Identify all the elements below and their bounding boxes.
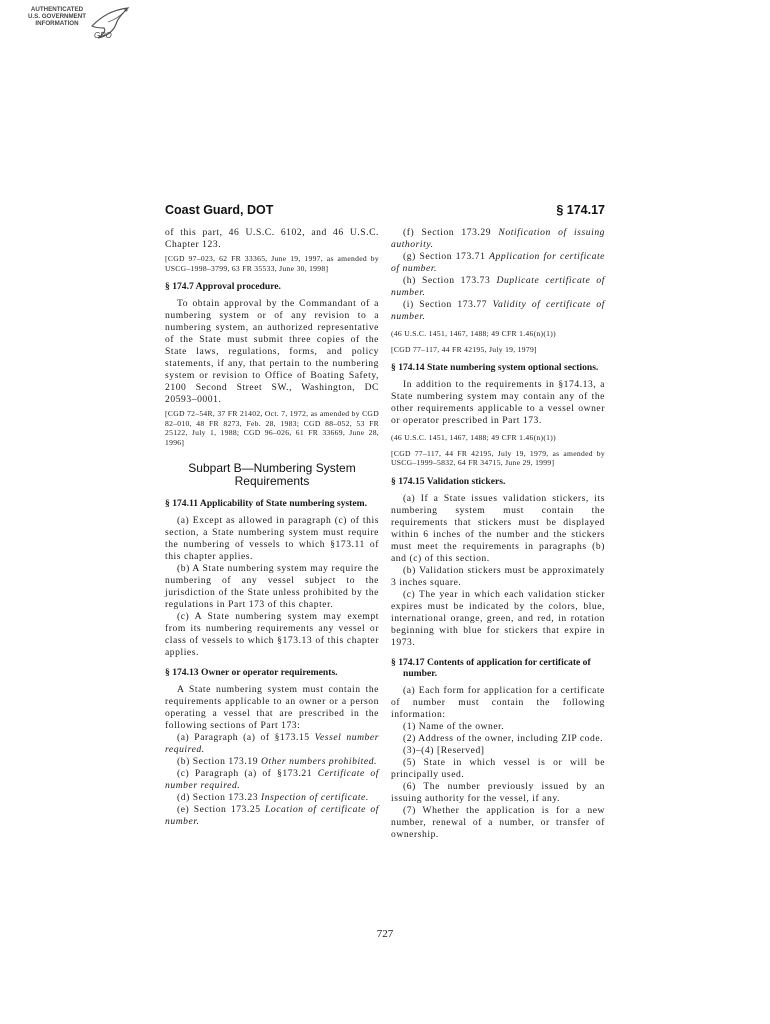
paragraph-title: Certificate of number required. bbox=[165, 767, 379, 791]
citation: [CGD 77–117, 44 FR 42195, July 19, 1979, as amended by USCG–1999–5832, 64 FR 34715, June 29, 1999] bbox=[391, 448, 605, 468]
logo-line-1: AUTHENTICATED bbox=[30, 6, 84, 13]
section-heading: § 174.13 Owner or operator requirements. bbox=[165, 666, 338, 678]
paragraph bbox=[165, 792, 379, 804]
logo-gpo: GPO bbox=[94, 31, 112, 40]
paragraph bbox=[391, 299, 605, 323]
paragraph: (7) Whether the application is for a new number, renewal of a number, or transfer of ownership. bbox=[391, 804, 605, 840]
paragraph-title: Notification of issuing authority. bbox=[391, 227, 606, 250]
paragraph: In addition to the requirements in §174.13, a State numbering system may contain any of the other requirements applicable to a vessel owner or operator prescribed in Part 173. bbox=[391, 379, 605, 427]
logo-text bbox=[26, 6, 88, 27]
logo-line-3: INFORMATION bbox=[35, 20, 79, 27]
paragraph-title: Other numbers prohibited. bbox=[261, 755, 377, 767]
paragraph: (b) Validation stickers must be approximately 3 inches square. bbox=[391, 564, 605, 588]
paragraph bbox=[165, 768, 379, 792]
section-heading: § 174.14 State numbering system optional sections. bbox=[391, 362, 599, 374]
section-heading: § 174.7 Approval procedure. bbox=[165, 281, 281, 293]
paragraph: (c) The year in which each validation sticker expires must be indicated by the colors, blue, international orange, green, and red, in rotation beginning with blue for stickers that expire in 1973. bbox=[391, 588, 605, 648]
citation: [CGD 72–54R, 37 FR 21402, Oct. 7, 1972, as amended by CGD 82–010, 48 FR 8273, Feb. 28, 1983; CGD 88–052, 53 FR 25122, July 1, 1988; CGD 96–026, 61 FR 33669, June 28, 1996] bbox=[165, 409, 379, 447]
paragraph-text: (g) Section 173.71 bbox=[403, 251, 490, 262]
paragraph bbox=[165, 804, 379, 828]
paragraph-title: Location of certificate of number. bbox=[165, 803, 379, 827]
paragraph: (c) A State numbering system may exempt from its numbering requirements any vessel or class of vessels to which §173.13 of this chapter applies. bbox=[165, 610, 379, 658]
continued-paragraph: of this part, 46 U.S.C. 6102, and 46 U.S.C. Chapter 123. bbox=[165, 227, 379, 250]
paragraph: (a) Except as allowed in paragraph (c) of this section, a State numbering system must require the numbering of vessels to which §173.11 of this chapter applies. bbox=[165, 514, 379, 562]
subpart-heading-line-1: Subpart B—Numbering System bbox=[188, 460, 356, 475]
section-heading: § 174.17 Contents of application for certificate of number. bbox=[391, 656, 591, 679]
paragraph: To obtain approval by the Commandant of a numbering system or of any revision to a numbering system, an authorized representative of the State must submit three copies of the State laws, regulations, forms, and policy statements, if any, that pertain to the numbering system or revision to Office of Boating Safety, 2100 Second Street SW., Washington, DC 20593–0001. bbox=[165, 298, 379, 406]
paragraph-text: (h) Section 173.73 bbox=[403, 275, 497, 286]
page-number: 727 bbox=[376, 928, 394, 940]
paragraph-text: (d) Section 173.23 bbox=[177, 791, 261, 803]
paragraph: (a) Each form for application for a certificate of number must contain the following information: bbox=[391, 684, 605, 720]
subpart-heading bbox=[165, 462, 379, 488]
right-column bbox=[391, 227, 605, 841]
paragraph-text: (f) Section 173.29 bbox=[403, 227, 499, 238]
paragraph-title: Vessel number required. bbox=[165, 731, 379, 755]
paragraph: (b) A State numbering system may require the numbering of any vessel subject to the jurisdiction of the State unless prohibited by the regulations in Part 173 of this chapter. bbox=[165, 562, 379, 610]
running-header-left: Coast Guard, DOT bbox=[165, 203, 274, 217]
running-header-right: § 174.17 bbox=[556, 203, 605, 217]
paragraph-text: (i) Section 173.77 bbox=[403, 299, 493, 310]
paragraph-title: Duplicate certificate of number. bbox=[391, 275, 605, 298]
paragraph bbox=[391, 227, 605, 251]
logo-line-2: U.S. GOVERNMENT bbox=[27, 13, 87, 20]
paragraph bbox=[165, 756, 379, 768]
paragraph-text: (c) Paragraph (a) of §173.21 bbox=[177, 767, 318, 779]
paragraph bbox=[391, 251, 605, 275]
paragraph-text: (a) Paragraph (a) of §173.15 bbox=[177, 731, 315, 743]
paragraph-title: Inspection of certificate. bbox=[261, 791, 369, 803]
paragraph: (5) State in which vessel is or will be principally used. bbox=[391, 756, 605, 780]
paragraph-title: Application for certificate of number. bbox=[391, 251, 605, 274]
paragraph: (3)–(4) [Reserved] bbox=[403, 744, 485, 756]
paragraph: (1) Name of the owner. bbox=[403, 720, 505, 732]
authority-note: (46 U.S.C. 1451, 1467, 1488; 49 CFR 1.46(n)(1)) bbox=[391, 433, 556, 443]
section-heading: § 174.11 Applicability of State numbering system. bbox=[165, 497, 368, 509]
paragraph bbox=[165, 732, 379, 756]
left-column bbox=[165, 227, 379, 828]
citation: [CGD 97–023, 62 FR 33365, June 19, 1997, as amended by USCG–1998–3799, 63 FR 35533, June 30, 1998] bbox=[165, 254, 379, 273]
authority-note: (46 U.S.C. 1451, 1467, 1488; 49 CFR 1.46(n)(1)) bbox=[391, 329, 556, 338]
paragraph: (6) The number previously issued by an issuing authority for the vessel, if any. bbox=[391, 780, 605, 804]
section-heading: § 174.15 Validation stickers. bbox=[391, 475, 506, 487]
gpo-authentication-logo bbox=[26, 6, 142, 42]
paragraph-text: (b) Section 173.19 bbox=[177, 755, 261, 767]
paragraph: A State numbering system must contain the requirements applicable to an owner or a person operating a vessel that are prescribed in the following sections of Part 173: bbox=[165, 683, 379, 731]
paragraph-text: (e) Section 173.25 bbox=[177, 803, 266, 815]
paragraph: (2) Address of the owner, including ZIP code. bbox=[403, 732, 604, 744]
paragraph: (a) If a State issues validation stickers, its numbering system must contain the requirements that stickers must be displayed within 6 inches of the number and the stickers must meet the requirements in paragraphs (b) and (c) of this section. bbox=[391, 492, 605, 564]
paragraph bbox=[391, 275, 605, 299]
paragraph-title: Validity of certificate of number. bbox=[391, 299, 605, 322]
subpart-heading-line-2: Requirements bbox=[234, 473, 310, 488]
citation: [CGD 77–117, 44 FR 42195, July 19, 1979] bbox=[391, 344, 537, 354]
